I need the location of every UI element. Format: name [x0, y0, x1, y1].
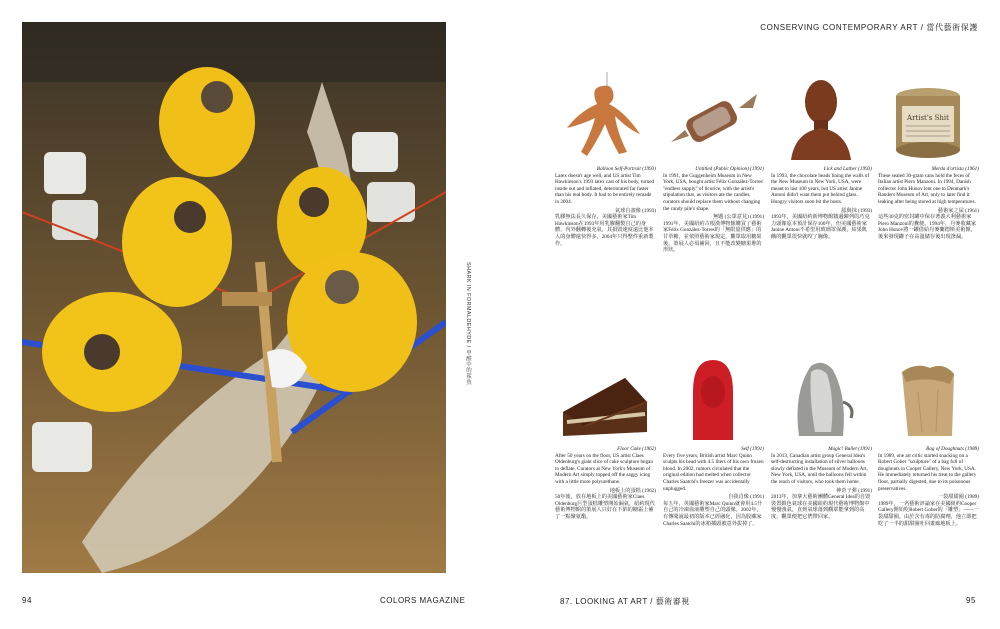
- item-title-zh: 藝術家之屎 (1961): [937, 207, 979, 214]
- item-description: Every five years, British artist Marc Quinn sculpts his head with 4.5 liters of his own frozen blood. In 2002, rumors circulated that the original edition had melted when collector Charles Saatchi's freezer was accidentally unplugged.: [663, 452, 764, 492]
- item-description-zh: 1993年，美國紐約新博物館牆邊陳列的巧克力頭像原本預計保存100年，但美國藝術家Janine Antoni不希望用玻璃罩保護，結果飢餓的觀眾很快就咬了胸像。: [771, 214, 870, 240]
- item-description-zh: 1991年，美國紐約古根漢博物館購買了藝術家Félix González-Torres的「無限量供應」的甘草糖，並依照藝術家規定，觀眾取用糖果後，策展人必須補回，且不能改變糖果堆的形狀。: [663, 220, 762, 254]
- item-title-zh: 地板上的蛋糕 (1962): [609, 487, 656, 494]
- item-description-zh: 1989年，一名藝術評論家在美國紐約Cooper Gallery開始吃Robert Gober的「雕塑」——一袋甜甜圈。由於含有毒的防腐劑，他立即把吃了一半的甜甜圈吐回畫廊地板上。: [878, 500, 979, 527]
- item-description: Latex doesn't age well, and US artist Tim Hawkinson's 1993 latex cast of his body, turned inside out and inflated, deteriorated far faster than his real body. It had to be entirely remade in 2004.: [555, 172, 655, 205]
- svg-text:Artist's Shit: Artist's Shit: [907, 114, 949, 122]
- item-title: Magic! Bullet (1991): [828, 446, 872, 452]
- artwork-merda-dartista: [878, 72, 979, 241]
- blood-head-image: [663, 352, 764, 444]
- artwork-untitled-public-opinion: [663, 72, 764, 254]
- item-title: Balloon Self-Portrait (1993): [596, 166, 656, 172]
- item-title-zh: 自我肖像 (1991): [728, 494, 764, 501]
- balloon-figure-image: [555, 72, 656, 164]
- item-title-zh: 無題 (公眾意見) (1991): [712, 214, 764, 221]
- item-title-zh: 舔與抹 (1993): [841, 207, 872, 214]
- issue-title: 87. LOOKING AT ART / 藝術審視: [560, 597, 690, 606]
- item-description-zh: 乳膠無法長久保存，美國藝術家Tim Hawkinson在1993年用乳膠翻製自己的身體，內外翻轉後充氣，其損毀速度遠比他本人的身體還快得多，2004年只得整件重新製作。: [555, 214, 654, 247]
- shark-conservation-photo: [22, 22, 446, 573]
- chocolate-bust-image: [771, 72, 872, 164]
- magazine-name: COLORS MAGAZINE: [380, 596, 466, 605]
- item-title: Self (1991): [741, 446, 764, 452]
- artwork-floor-cake: [555, 352, 656, 521]
- page-number-right: 95: [966, 596, 976, 605]
- artwork-self: [663, 352, 764, 527]
- item-description-zh: 2013年，加拿大藝術團體General Idea的自毀裝置銀色氣球在美國紐約現代藝術博物館中慢慢洩氣，直到氣球落到觀眾能拿到的高度，觀眾便把它們帶回家。: [771, 494, 871, 520]
- item-description: In 1991, the Guggenheim Museum in New York, USA, bought artist Félix González-Torres' "endless supply" of licorice, with the artist's stipulation that, as visitors ate the candies, curators should replace them without changing the candy pile's shape.: [663, 172, 764, 212]
- section-header: CONSERVING CONTEMPORARY ART / 當代藝術保護: [760, 23, 978, 32]
- item-title: Untitled (Public Opinion) (1991): [695, 166, 764, 172]
- artwork-bag-of-doughnuts: [878, 352, 979, 527]
- item-description: In 1993, the chocolate heads lining the walls of the New Museum in New York, USA, were meant to last 100 years, but US artist Janine Antoni didn't want them put behind glass. Hungry visitors soon bit the busts.: [771, 172, 870, 205]
- item-description-zh: 每五年，英國藝術家Marc Quinn就會用4.5升自己的冷凍血液雕塑自己的頭像。2002年，有傳聞說最初的版本已經融化，因為收藏家Charles Saatchi的冰箱插頭被意外拔掉了。: [663, 500, 763, 527]
- item-description-zh: 50年後，放在地板上的美國藝術家Claes Oldenburg巨型蛋糕雕塑開始漏氣，紐約現代藝術博物館的策展人只好在下陷的糖霜上補了一點聚氨酯。: [555, 494, 655, 520]
- page-number-left: 94: [22, 596, 32, 605]
- artwork-magic-bullet: [771, 352, 872, 521]
- item-description: After 50 years on the floor, US artist Claes Oldenburg's giant slice of cake sculpture began to deflate. Curators at New York's Museum of Modern Art simply topped off the saggy icing with a little more polyurethane.: [555, 452, 653, 485]
- cake-slice-image: [555, 352, 656, 444]
- item-description: In 1989, one art critic started snacking on a Robert Gober "sculpture" of a bag full of doughnuts in Cooper Gallery, New York, USA. He immediately returned his treat to the gallery floor, partially digested, due to its poisonous preservatives.: [878, 452, 977, 492]
- item-title: Lick and Lather (1993): [823, 166, 872, 172]
- artwork-balloon-self-portrait: [555, 72, 656, 247]
- item-description: In 2013, Canadian artist group General Idea's self-destructing installation of silver balloons slowly deflated in the Museum of Modern Art, New York, USA, until the balloons fell within the reach of visitors, who took them home.: [771, 452, 868, 485]
- item-description: These sealed 30-gram cans hold the feces of Italian artist Piero Manzoni. In 1994, Danish collector John Hunov lent one to Denmark's Randers Museum of Art, only to later find it leaking after being stored at high temperatures.: [878, 172, 976, 205]
- artwork-lick-and-lather: [771, 72, 872, 241]
- item-title-zh: 一袋甜甜圈 (1989): [937, 494, 979, 501]
- paper-bag-image: [878, 352, 979, 444]
- item-title: Floor Cake (1962): [617, 446, 656, 452]
- item-title: Bag of Doughnuts (1989): [926, 446, 979, 452]
- silver-balloon-image: [771, 352, 872, 444]
- photo-side-label: SHARK IN FORMALDEHYDE / 甲醛中的鯊魚: [465, 262, 471, 385]
- item-title: Merda d'artista (1961): [931, 166, 979, 172]
- wrapped-candy-image: [663, 72, 764, 164]
- item-title-zh: 神奇子彈 (1991): [836, 487, 872, 494]
- tin-can-image: [878, 72, 979, 164]
- item-title-zh: 氣球自畫像 (1993): [614, 207, 656, 214]
- item-description-zh: 這些30克的密封罐中保存著義大利藝術家Piero Manzoni的糞便。1994年，丹麥收藏家John Hunov將一罐借給丹麥蘭德斯美術館，後來發現罐子在高溫儲存後出現滲漏。: [878, 214, 977, 240]
